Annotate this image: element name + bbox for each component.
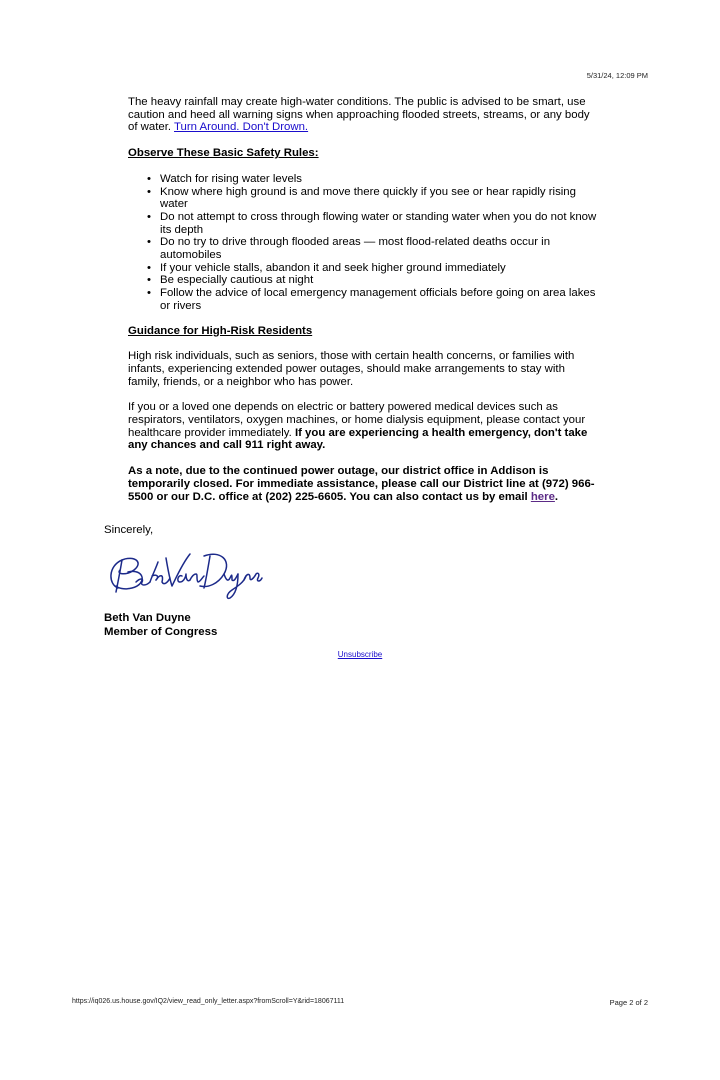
- office-closed-text: As a note, due to the continued power outage, our district office in Addison is temporarily closed. For immediate assistance, please call our District line at (972) 966-5500 or our D.C. office at (202) 225-6605. You can also contact us by email: [128, 465, 595, 503]
- safety-rules-heading: Observe These Basic Safety Rules:: [128, 147, 319, 160]
- list-item: • Do no try to drive through flooded areas — most flood-related deaths occur in automobiles: [160, 236, 598, 261]
- print-footer-url: https://iq026.us.house.gov/IQ2/view_read_only_letter.aspx?fromScroll=Y&rid=18067111: [72, 998, 345, 1005]
- signature-image: [104, 544, 264, 606]
- print-footer-page: Page 2 of 2: [609, 998, 648, 1007]
- list-item: • Know where high ground is and move there quickly if you see or hear rapidly rising water: [160, 186, 598, 211]
- medical-devices-paragraph: [128, 401, 598, 452]
- list-item: • Watch for rising water levels: [160, 173, 598, 186]
- medical-devices-text: If you or a loved one depends on electric or battery powered medical devices such as respirators, ventilators, oxygen machines, or home dialysis equipment, please contact your healthcare provider immediately.: [128, 401, 586, 439]
- list-item: • Do not attempt to cross through flowing water or standing water when you do not know its depth: [160, 211, 598, 236]
- signer-name: Beth Van Duyne: [104, 612, 191, 624]
- list-item: • Be especially cautious at night: [160, 274, 598, 287]
- intro-paragraph: [128, 96, 598, 134]
- print-date: 5/31/24, 12:09 PM: [586, 71, 648, 80]
- signer-title: Member of Congress: [104, 625, 218, 638]
- turn-around-link[interactable]: Turn Around. Don't Drown.: [174, 121, 309, 134]
- intro-text: The heavy rainfall may create high-water conditions. The public is advised to be smart, use caution and heed all warning signs when approaching flooded streets, streams, or any body of water.: [128, 96, 590, 134]
- note-period: .: [554, 490, 559, 503]
- email-here-link[interactable]: here: [530, 490, 555, 503]
- guidance-paragraph: High risk individuals, such as seniors, those with certain health concerns, or families with infants, experiencing extended power outages, should make arrangements to stay with family, friends, or a neighbor who has power.: [128, 350, 575, 388]
- health-emergency-text: If you are experiencing a health emergency, don't take any chances and call 911 right away.: [128, 426, 588, 452]
- unsubscribe-container: [0, 650, 720, 659]
- safety-rules-list: [128, 173, 598, 313]
- guidance-heading: Guidance for High-Risk Residents: [128, 324, 313, 337]
- list-item: • Follow the advice of local emergency management officials before going on area lakes or rivers: [160, 287, 598, 312]
- salutation: Sincerely,: [104, 524, 154, 536]
- letter-body: [128, 96, 598, 516]
- list-item: • If your vehicle stalls, abandon it and seek higher ground immediately: [160, 262, 598, 275]
- unsubscribe-link[interactable]: Unsubscribe: [337, 650, 383, 659]
- signer-block: [104, 612, 217, 639]
- office-closed-note: [128, 465, 598, 503]
